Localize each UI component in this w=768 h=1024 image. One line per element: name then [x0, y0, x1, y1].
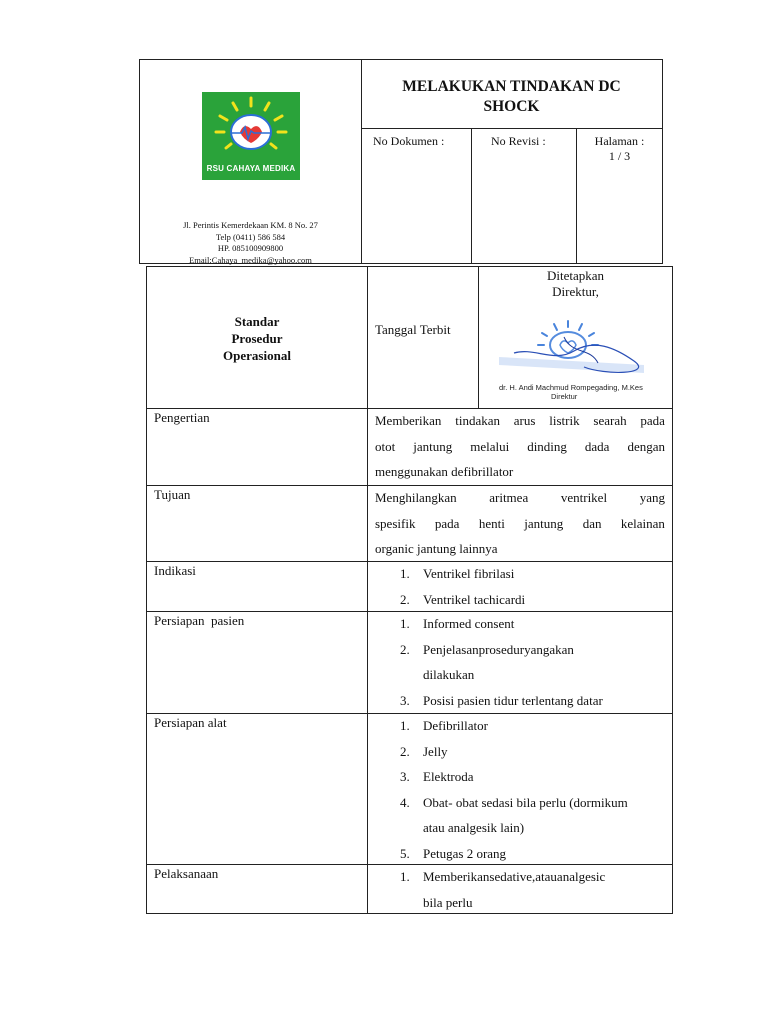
persiapan-alat-list [375, 713, 665, 866]
word: melalui [470, 438, 510, 454]
pelaksanaan-label: Pelaksanaan [147, 864, 368, 914]
word: spesifik [375, 515, 416, 531]
pengertian-content [368, 408, 672, 485]
list-text: Posisi pasien tidur terlentang datar [423, 692, 603, 708]
halaman-cell [577, 129, 662, 263]
list-number: 5. [400, 845, 410, 861]
list-number: 3. [400, 769, 410, 784]
stamp-icon [494, 317, 664, 383]
list-item [375, 764, 665, 790]
title-line: SHOCK [483, 98, 540, 115]
list-item [375, 739, 665, 765]
document-meta [361, 128, 662, 263]
no-revisi-label: No Revisi : [472, 129, 577, 263]
list-text: Ventrikel tachicardi [423, 591, 526, 607]
approval-cell [479, 267, 672, 408]
list-text-continued: atau analgesik lain) [423, 820, 525, 835]
word: yang [639, 490, 665, 505]
word: akan [549, 641, 574, 657]
list-number: 2. [400, 591, 410, 607]
word: jantung [413, 438, 453, 454]
word: dinding [527, 438, 567, 454]
list-number: 2. [400, 641, 410, 657]
list-item [375, 637, 665, 688]
persiapan-pasien-content [368, 611, 672, 713]
indikasi-content [368, 561, 672, 611]
tujuan-content [368, 485, 672, 561]
list-item [375, 611, 665, 637]
approval-text [479, 268, 672, 300]
list-item [375, 561, 665, 587]
direktur-label: Direktur, [552, 284, 599, 299]
word: prosedur [478, 641, 525, 657]
list-number: 1. [400, 566, 410, 581]
persiapan-alat-row [147, 713, 672, 865]
indikasi-list [375, 561, 665, 612]
list-number: 2. [400, 743, 410, 759]
list-number: 1. [400, 869, 410, 884]
list-item [375, 841, 665, 867]
signature-name: dr. H. Andi Machmud Rompegading, M.Kes [499, 383, 643, 392]
signature-role: Direktur [551, 392, 578, 401]
word: tindakan [455, 413, 500, 428]
hospital-logo [202, 92, 300, 180]
word: dan [582, 515, 602, 531]
document-title [361, 77, 662, 117]
word: ventrikel [560, 490, 608, 505]
list-text-continued: dilakukan [423, 667, 475, 682]
halaman-label: Halaman : [594, 134, 645, 148]
persiapan-alat-content [368, 713, 672, 864]
word: dengan [627, 438, 665, 454]
pelaksanaan-row [147, 864, 672, 914]
list-text-continued: bila perlu [423, 894, 473, 910]
list-text: Elektroda [423, 769, 474, 784]
list-text: Petugas 2 orang [423, 845, 507, 861]
persiapan-alat-label: Persiapan alat [147, 713, 368, 864]
no-dokumen-label: No Dokumen : [361, 129, 472, 263]
list-text: Obat- obat sedasi bila perlu (dormikum [423, 794, 628, 810]
list-text: Defibrillator [423, 718, 488, 733]
word: aritmea [489, 490, 529, 505]
word: listrik [549, 413, 580, 428]
sop-header-row [147, 267, 672, 409]
list-text [423, 637, 665, 663]
hospital-address [140, 220, 361, 266]
word: kelainan [620, 515, 665, 531]
word: Menghilangkan [375, 490, 457, 505]
text-line [375, 511, 665, 537]
list-text [423, 864, 665, 890]
word: yang [524, 641, 550, 657]
pengertian-text [375, 408, 665, 485]
mobile-line: HP. 085100909800 [217, 243, 284, 253]
list-item [375, 587, 665, 613]
text-line: organic jantung lainnya [375, 541, 498, 556]
text-line [375, 408, 665, 434]
halaman-value: 1 / 3 [608, 149, 631, 163]
document-header [139, 59, 663, 264]
pelaksanaan-content [368, 864, 672, 914]
persiapan-pasien-label: Persiapan pasien [147, 611, 368, 713]
sop-title-line: Prosedur [231, 331, 283, 346]
persiapan-pasien-row [147, 611, 672, 714]
word: analgesic [556, 869, 606, 884]
header-logo-cell [140, 60, 362, 263]
list-number: 4. [400, 794, 410, 810]
word: arus [513, 413, 536, 428]
pengertian-row [147, 408, 672, 486]
sop-title-line: Operasional [223, 348, 291, 363]
word: dada [584, 438, 610, 454]
list-text: Ventrikel fibrilasi [423, 566, 515, 581]
persiapan-pasien-list [375, 611, 665, 713]
word: Memberikan [423, 869, 490, 884]
list-number: 1. [400, 718, 410, 733]
ditetapkan-label: Ditetapkan [546, 268, 605, 283]
word: atau [535, 869, 557, 884]
text-line [375, 434, 665, 460]
word: otot [375, 438, 396, 454]
tujuan-text [375, 485, 665, 562]
sop-title [147, 267, 368, 408]
email-line: Email:Cahaya_medika@yahoo.com [189, 254, 312, 265]
word: searah [593, 413, 627, 428]
tujuan-row [147, 485, 672, 562]
sop-table [146, 266, 673, 914]
sop-title-line: Standar [234, 314, 280, 329]
word: jantung [524, 515, 564, 531]
text-line: menggunakan defibrillator [375, 464, 514, 479]
header-title-cell [361, 60, 662, 263]
pelaksanaan-list [375, 864, 665, 915]
indikasi-label: Indikasi [147, 561, 368, 611]
pengertian-label: Pengertian [147, 408, 368, 485]
logo-text: RSU CAHAYA MEDIKA [206, 164, 296, 173]
tujuan-label: Tujuan [147, 485, 368, 561]
list-item [375, 688, 665, 714]
word: henti [478, 515, 505, 531]
word: Memberikan [375, 413, 442, 428]
list-item [375, 713, 665, 739]
list-text: Informed consent [423, 616, 515, 631]
text-line [375, 485, 665, 511]
list-number: 3. [400, 692, 410, 708]
address-line: Jl. Perintis Kemerdekaan KM. 8 No. 27 [183, 220, 318, 230]
list-item [375, 790, 665, 841]
tanggal-terbit-label: Tanggal Terbit [368, 267, 479, 408]
indikasi-row [147, 561, 672, 612]
word: pada [434, 515, 460, 531]
word: Penjelasan [423, 641, 479, 657]
list-text: Jelly [423, 743, 448, 759]
list-number: 1. [400, 616, 410, 631]
title-line: MELAKUKAN TINDAKAN DC [402, 78, 621, 95]
word: pada [640, 413, 665, 428]
list-item [375, 864, 665, 915]
phone-line: Telp (0411) 586 584 [215, 231, 286, 242]
word: sedative, [489, 869, 536, 884]
